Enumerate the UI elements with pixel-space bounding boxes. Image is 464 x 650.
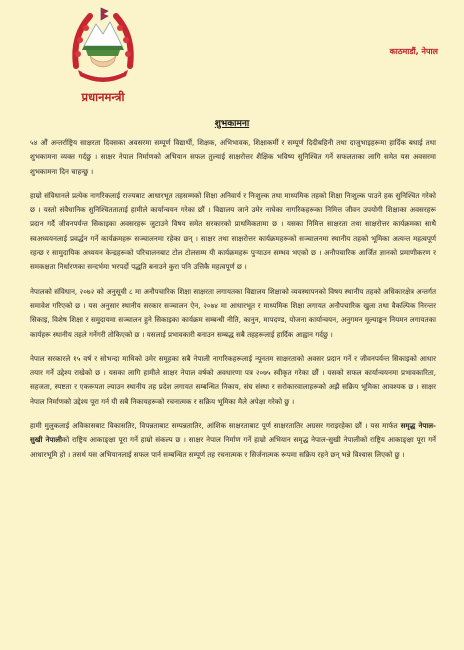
paragraph-5 <box>30 419 436 462</box>
paragraph-1: ५४ औं अन्तर्राष्ट्रिय साक्षरता दिवसका अवसरमा सम्पूर्ण विद्यार्थी, शिक्षक, अभिभावक, शिक्षाकर्मी र सम्पूर्ण दिदीबहिनी तथा दाजुभाइहरूमा हार्दिक बधाई तथा शुभकामना व्यक्त गर्दछु । साक्षर नेपाल निर्माणको अभियान सफल तुल्याई साक्षरोत्तर शैक्षिक भविष्य सुनिश्चित गर्ने सफलताका लागि समेत यस अवसरमा शुभकामना दिन चाहन्छु । <box>30 138 436 176</box>
paragraph-5-bold-slogan: समृद्ध नेपाल-सुखी नेपाली <box>30 421 437 445</box>
paragraph-4: नेपाल सरकारले १५ वर्ष र सोभन्दा माथिको उमेर समूहका सबै नेपाली नागरिकहरूलाई न्यूनतम साक्षरताको अवसर प्रदान गर्ने र जीवनपर्यन्त सिकाइको आधार तयार गर्ने उद्देश्य राखेको छ । यसका लागि हामीले साक्षर नेपाल वर्षको अवधारणा पत्र २०७५ स्वीकृत गरेका छौं । यसको सफल कार्यान्वयनमा प्रभावकारिता, सहजता, स्पष्टता र एकरूपता ल्याउन स्थानीय तह प्रदेश लगायत सम्बन्धित निकाय, संघ संस्था र सरोकारवालाहरूको अझै सक्रिय भूमिका आवश्यक छ । साक्षर नेपाल निर्माणको उद्देश्य पूरा गर्न यी सबै निकायहरूको रचनात्मक र सक्रिय भूमिका मैले अपेक्षा गरेको छु । <box>30 353 436 406</box>
paragraph-5-text-start: हामी मुलुकलाई अविकासबाट विकासतिर, विपन्नताबाट सम्पन्नतातिर, आंशिक साक्षरताबाट पूर्ण साक्षरतातिर अग्रसर गराइरहेका छौं । यस मार्फत <box>30 421 401 431</box>
message-title: शुभकामना <box>214 119 250 129</box>
paragraph-5-text-end: को राष्ट्रिय आकाङ्क्षा पूरा गर्ने हाम्रो संकल्प छ । साक्षर नेपाल निर्माण गर्ने हाम्रो अभियान समृद्ध नेपाल-सुखी नेपालीको राष्ट्रिय आकाङ्क्षा पूरा गर्ने आधारभूमि हो । तसर्थ यस अभियानलाई सफल पार्न सम्बन्धित सम्पूर्ण तह रचनात्मक र सिर्जनात्मक रूपमा सक्रिय रहने छन् भन्ने विश्वास लिएको छु । <box>30 435 436 459</box>
government-emblem-icon <box>68 6 138 92</box>
office-name: प्रधानमन्त्री <box>81 90 125 104</box>
message-body <box>30 136 436 472</box>
paragraph-3: नेपालको संविधान, २०७२ को अनुसूची ८ मा अनौपचारिक शिक्षा साक्षरता लगायतका विद्यालय शिक्षाको व्यवस्थापनको विषय स्थानीय तहको अधिकारक्षेत्र अन्तर्गत समावेश गरिएको छ । यस अनुसार स्थानीय सरकार सञ्चालन ऐन, २०७४ मा आधारभूत र माध्यमिक शिक्षा लगायत अनौपचारिक खुला तथा वैकल्पिक निरन्तर सिकाइ, विशेष शिक्षा र समुदायमा सञ्चालन हुने सिकाइका कार्यक्रम सम्बन्धी नीति, कानुन, मापदण्ड, योजना कार्यान्वयन, अनुगमन मूल्याङ्कन नियमन लगायतका कार्यहरू स्थानीय तहले गर्नेगरी तोकिएको छ । यसलाई प्रभावकारी बनाउन सम्बद्ध सबै तहहरूलाई हार्दिक आह्वान गर्दछु । <box>30 286 436 339</box>
paragraph-2: हाम्रो संविधानले प्रत्येक नागरिकलाई राज्यबाट आधारभूत तहसम्मको शिक्षा अनिवार्य र निःशुल्क तथा माध्यमिक तहको शिक्षा निःशुल्क पाउने हक सुनिश्चित गरेको छ । यस्तो संवैधानिक सुनिश्चितताताई हामीले कार्यान्वयन गरेका छौं । विद्यालय जाने उमेर नाघेका नागरिकहरूका निमित्त जीवन उपयोगी शिक्षाका अवसरहरू प्रदान गर्दै जीवनपर्यन्त सिकाइका अवसरहरू जुटाउने विषय समेत सरकारको प्राथमिकतामा छ । यसका निमित्त साक्षरता तथा साक्षरोत्तर कार्यक्रमका साथै स्वअध्ययनलाई प्रवर्द्धन गर्ने कार्यक्रमहरू सञ्चालनमा रहेका छन् । साक्षर तथा साक्षरोत्तर कार्यक्रमहरूको सञ्चालनमा स्थानीय तहको भूमिका अत्यन्त महत्वपूर्ण रहन्छ र सामुदायिक अध्ययन केन्द्रहरूको परिचालनबाट टोल टोलसम्म यी कार्यक्रमहरू पुऱ्याउन सम्भव भएको छ । अनौपचारिक आर्जित ज्ञानको प्रमाणीकरण र समकक्षता निर्धारणका सन्दर्भमा भरपर्दो पद्धति बनाउने कुरा पनि उत्तिकै महत्वपूर्ण छ । <box>30 190 436 272</box>
location-label: काठमाडौं, नेपाल <box>389 47 438 56</box>
